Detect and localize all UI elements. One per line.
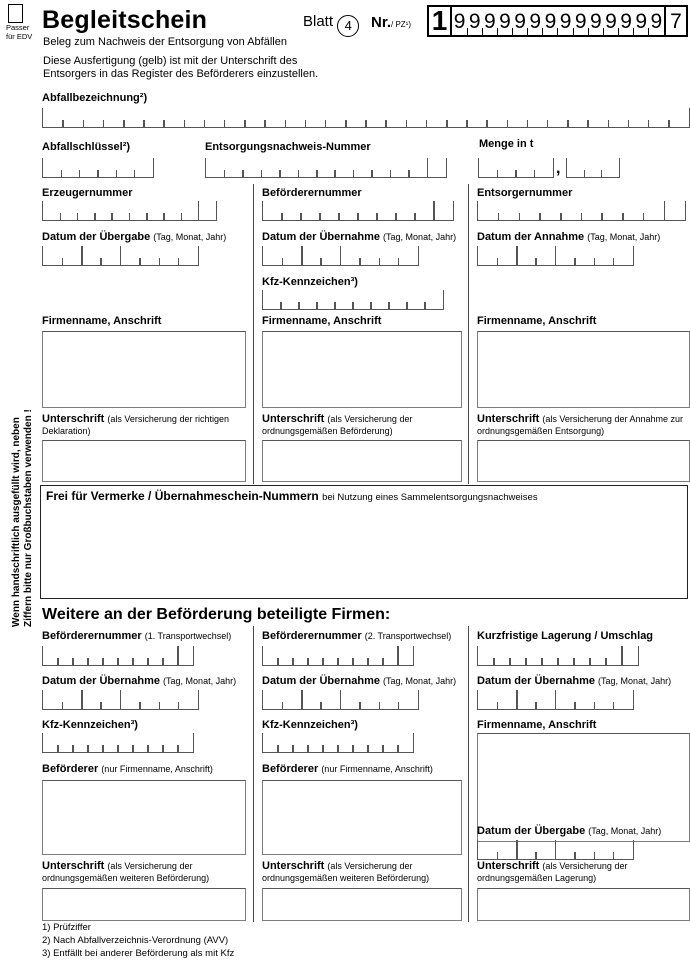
w1-befoerderer-box[interactable]: [42, 780, 246, 855]
vermerke-box[interactable]: [40, 485, 688, 599]
w3-datum-uebergabe-field[interactable]: [477, 840, 634, 860]
abfallschluessel-label: Abfallschlüssel²): [42, 141, 131, 153]
w3-datum-uebergabe-label: Datum der Übergabe (Tag, Monat, Jahr): [477, 825, 662, 837]
serial-digit: 9: [650, 9, 663, 33]
datum-uebernahme-field[interactable]: [262, 246, 419, 266]
w2-kfz-kennzeichen-field[interactable]: [262, 733, 414, 753]
serial-digit: 9: [497, 7, 512, 35]
w3-firma-label: Firmenname, Anschrift: [477, 719, 597, 731]
footnote-1: 1) Prüfziffer: [42, 922, 91, 933]
serial-digit: 9: [513, 7, 528, 35]
serial-digit: 1: [429, 7, 452, 35]
decimal-comma: ,: [556, 160, 561, 177]
blatt-indicator: Blatt 4: [303, 13, 359, 37]
erzeuger-firma-box[interactable]: [42, 331, 246, 408]
w2-befoerderernummer-field[interactable]: [262, 646, 414, 666]
column-divider: [253, 626, 254, 922]
w2-befoerderer-label: Beförderer (nur Firmenname, Anschrift): [262, 763, 433, 775]
column-divider: [468, 184, 469, 484]
w1-befoerderernummer-label: Beförderernummer (1. Transportwechsel): [42, 630, 232, 642]
entsorgungsnachweis-field[interactable]: [205, 158, 447, 178]
blatt-number-circle: 4: [337, 15, 359, 37]
w2-unterschrift-box[interactable]: [262, 888, 462, 921]
entsorger-unterschrift-label: Unterschrift (als Versicherung der Annahme zur ordnungsgemäßen Entsorgung): [477, 413, 683, 436]
w2-unterschrift-label: Unterschrift (als Versicherung der ordnungsgemäßen weiteren Beförderung): [262, 860, 430, 883]
befoerderernummer-field[interactable]: [262, 201, 454, 221]
serial-digit: 9: [619, 7, 634, 35]
entsorger-firma-label: Firmenname, Anschrift: [477, 315, 597, 327]
form-subtitle: Beleg zum Nachweis der Entsorgung von Abfällen: [43, 36, 287, 48]
serial-digit: 9: [588, 7, 603, 35]
serial-digit: 9: [573, 7, 588, 35]
menge-integer-field[interactable]: [478, 158, 554, 178]
befoerderer-firma-box[interactable]: [262, 331, 462, 408]
form-title: Begleitschein: [42, 6, 208, 34]
serial-digit: 9: [528, 7, 543, 35]
w3-lagerung-field[interactable]: [477, 646, 639, 666]
abfallbezeichnung-field[interactable]: [42, 108, 690, 128]
w2-datum-uebernahme-label: Datum der Übernahme (Tag, Monat, Jahr): [262, 675, 457, 687]
w1-kfz-kennzeichen-field[interactable]: [42, 733, 194, 753]
abfallschluessel-field[interactable]: [42, 158, 154, 178]
erzeugernummer-label: Erzeugernummer: [42, 187, 133, 199]
w3-datum-uebernahme-field[interactable]: [477, 690, 634, 710]
column-divider: [468, 626, 469, 922]
datum-annahme-label: Datum der Annahme (Tag, Monat, Jahr): [477, 231, 661, 243]
kfz-kennzeichen-label: Kfz-Kennzeichen³): [262, 276, 358, 288]
datum-annahme-field[interactable]: [477, 246, 634, 266]
w2-befoerderer-box[interactable]: [262, 780, 462, 855]
befoerderernummer-label: Beförderernummer: [262, 187, 362, 199]
w3-datum-uebernahme-label: Datum der Übernahme (Tag, Monat, Jahr): [477, 675, 672, 687]
w2-datum-uebernahme-field[interactable]: [262, 690, 419, 710]
menge-label: Menge in t: [479, 138, 534, 150]
vermerke-label: Frei für Vermerke / Übernahmeschein-Nummern bei Nutzung eines Sammelentsorgungsnachweises: [46, 489, 538, 503]
entsorgernummer-label: Entsorgernummer: [477, 187, 573, 199]
serial-digit: 9: [467, 7, 482, 35]
serial-digit: 9: [543, 7, 558, 35]
serial-digit: 9: [603, 7, 618, 35]
entsorger-firma-box[interactable]: [477, 331, 690, 408]
w3-unterschrift-label: Unterschrift (als Versicherung der ordnungsgemäßen Lagerung): [477, 860, 628, 883]
w2-befoerderernummer-label: Beförderernummer (2. Transportwechsel): [262, 630, 452, 642]
datum-uebergabe-label: Datum der Übergabe (Tag, Monat, Jahr): [42, 231, 227, 243]
w1-datum-uebernahme-field[interactable]: [42, 690, 199, 710]
serial-digit: 9: [558, 7, 573, 35]
column-divider: [253, 184, 254, 484]
footnote-2: 2) Nach Abfallverzeichnis-Verordnung (AVV): [42, 935, 229, 946]
w1-unterschrift-box[interactable]: [42, 888, 246, 921]
datum-uebergabe-field[interactable]: [42, 246, 199, 266]
w3-lagerung-label: Kurzfristige Lagerung / Umschlag: [477, 630, 654, 642]
form-instruction: Diese Ausfertigung (gelb) ist mit der Unterschrift des Entsorgers in das Register des Beförderers einzustellen.: [43, 55, 319, 80]
erzeuger-unterschrift-label: Unterschrift (als Versicherung der richtigen Deklaration): [42, 413, 229, 436]
w3-unterschrift-box[interactable]: [477, 888, 690, 921]
entsorgernummer-field[interactable]: [477, 201, 686, 221]
befoerderer-firma-label: Firmenname, Anschrift: [262, 315, 382, 327]
registration-mark-icon: [8, 4, 23, 23]
entsorger-unterschrift-box[interactable]: [477, 440, 690, 482]
w1-datum-uebernahme-label: Datum der Übernahme (Tag, Monat, Jahr): [42, 675, 237, 687]
erzeuger-firma-label: Firmenname, Anschrift: [42, 315, 162, 327]
serial-number-field: [427, 5, 688, 37]
nr-label: Nr./ PZ¹): [371, 14, 412, 31]
erzeugernummer-field[interactable]: [42, 201, 217, 221]
w1-kfz-kennzeichen-label: Kfz-Kennzeichen³): [42, 719, 138, 731]
erzeuger-unterschrift-box[interactable]: [42, 440, 246, 482]
passer-label: Passer für EDV: [6, 23, 33, 41]
befoerderer-unterschrift-label: Unterschrift (als Versicherung der ordnungsgemäßen Beförderung): [262, 413, 413, 436]
datum-uebernahme-label: Datum der Übernahme (Tag, Monat, Jahr): [262, 231, 457, 243]
footnote-3: 3) Entfällt bei anderer Beförderung als mit Kfz: [42, 948, 235, 959]
w1-befoerderernummer-field[interactable]: [42, 646, 194, 666]
handwriting-side-note: Wenn handschriftlich ausgefüllt wird, neben Ziffern bitte nur Großbuchstaben verwenden !: [11, 409, 34, 627]
serial-digit: 9: [634, 7, 649, 35]
abfallbezeichnung-label: Abfallbezeichnung²): [42, 92, 148, 104]
serial-digit: 9: [482, 7, 497, 35]
weitere-section-title: Weitere an der Beförderung beteiligte Firmen:: [42, 606, 391, 623]
serial-digit: 7: [664, 7, 686, 35]
nr-suffix: / PZ¹): [391, 20, 412, 29]
w2-kfz-kennzeichen-label: Kfz-Kennzeichen³): [262, 719, 358, 731]
befoerderer-unterschrift-box[interactable]: [262, 440, 462, 482]
entsorgungsnachweis-label: Entsorgungsnachweis-Nummer: [205, 141, 371, 153]
w1-unterschrift-label: Unterschrift (als Versicherung der ordnungsgemäßen weiteren Beförderung): [42, 860, 210, 883]
w1-befoerderer-label: Beförderer (nur Firmenname, Anschrift): [42, 763, 213, 775]
serial-digit: 9: [452, 7, 467, 35]
menge-decimal-field[interactable]: [566, 158, 620, 178]
kfz-kennzeichen-field[interactable]: [262, 290, 444, 310]
